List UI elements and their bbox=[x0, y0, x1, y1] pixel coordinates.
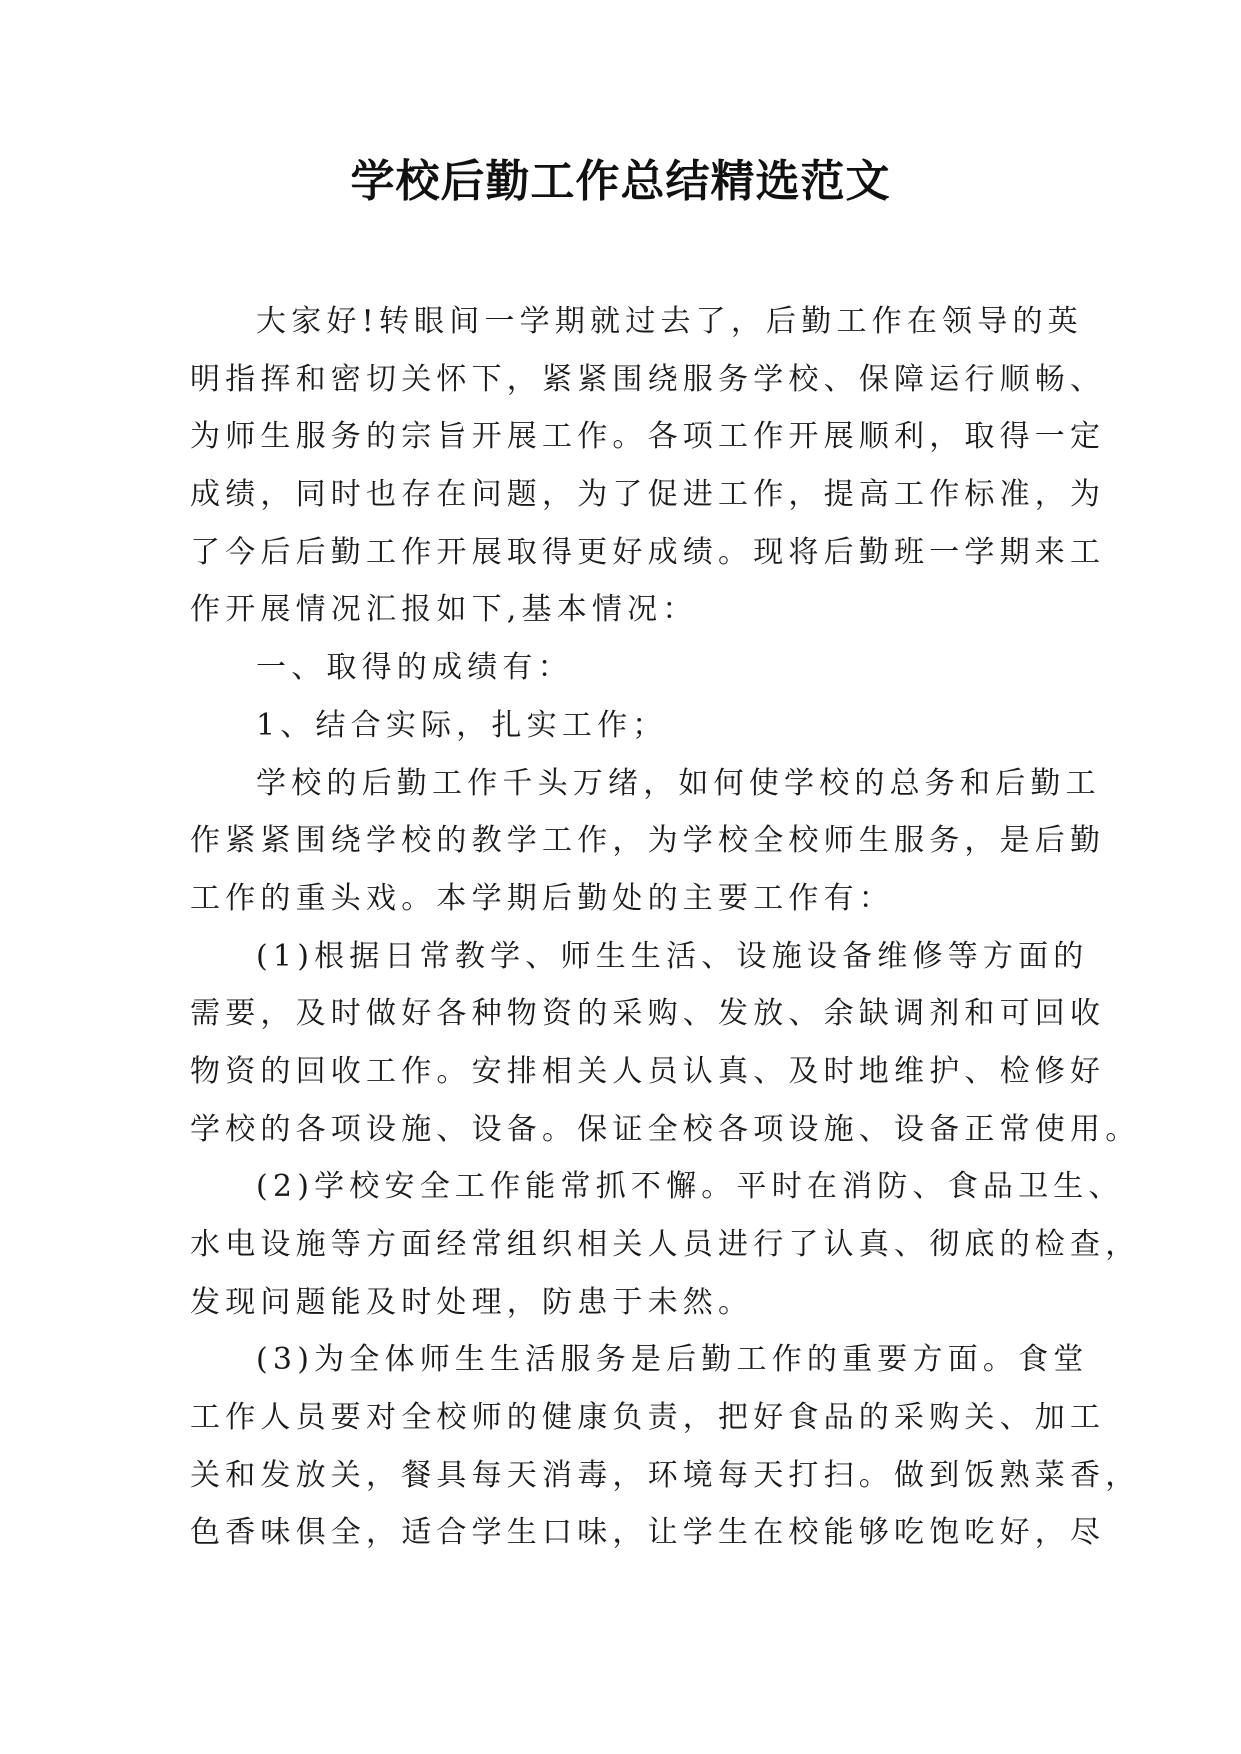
text-line: 作开展情况汇报如下,基本情况： bbox=[190, 592, 698, 628]
text-line: 需要，及时做好各种物资的采购、发放、余缺调剂和可回收 bbox=[190, 996, 1106, 1032]
text-line: 了今后后勤工作开展取得更好成绩。现将后勤班一学期来工 bbox=[190, 534, 1106, 570]
section-heading: 一、取得的成绩有： bbox=[256, 650, 573, 686]
document-title: 学校后勤工作总结精选范文 bbox=[350, 156, 891, 207]
text-line: 作紧紧围绕学校的教学工作，为学校全校师生服务，是后勤 bbox=[190, 823, 1106, 859]
document-body bbox=[190, 293, 1141, 1562]
text-line: 物资的回收工作。安排相关人员认真、及时地维护、检修好 bbox=[190, 1053, 1106, 1089]
text-line: 学校的后勤工作千头万绪，如何使学校的总务和后勤工 bbox=[256, 765, 1101, 801]
text-line: 水电设施等方面经常组织相关人员进行了认真、彻底的检查， bbox=[190, 1227, 1141, 1262]
text-line: 发现问题能及时处理，防患于未然。 bbox=[190, 1284, 754, 1320]
text-line: 工作的重头戏。本学期后勤处的主要工作有： bbox=[190, 880, 894, 916]
list-item-line: (2)学校安全工作能常抓不懈。平时在消防、食品卫生、 bbox=[256, 1169, 1124, 1205]
text-line: 色香味俱全，适合学生口味，让学生在校能够吃饱吃好，尽 bbox=[190, 1515, 1106, 1551]
subsection-heading: 1、结合实际，扎实工作； bbox=[256, 707, 668, 743]
text-line: 工作人员要对全校师的健康负责，把好食品的采购关、加工 bbox=[190, 1400, 1106, 1436]
text-line: 关和发放关，餐具每天消毒，环境每天打扫。做到饭熟菜香， bbox=[190, 1457, 1141, 1493]
text-line: 为师生服务的宗旨开展工作。各项工作开展顺利，取得一定 bbox=[190, 419, 1106, 455]
list-item-line: (3)为全体师生生活服务是后勤工作的重要方面。食堂 bbox=[256, 1342, 1089, 1378]
list-item-line: (1)根据日常教学、师生生活、设施设备维修等方面的 bbox=[256, 938, 1089, 974]
text-line: 明指挥和密切关怀下，紧紧围绕服务学校、保障运行顺畅、 bbox=[190, 361, 1106, 397]
text-line: 大家好!转眼间一学期就过去了，后勤工作在领导的英 bbox=[256, 304, 1083, 339]
text-line: 成绩，同时也存在问题，为了促进工作，提高工作标准，为 bbox=[190, 477, 1106, 513]
text-line: 学校的各项设施、设备。保证全校各项设施、设备正常使用。 bbox=[190, 1111, 1141, 1147]
